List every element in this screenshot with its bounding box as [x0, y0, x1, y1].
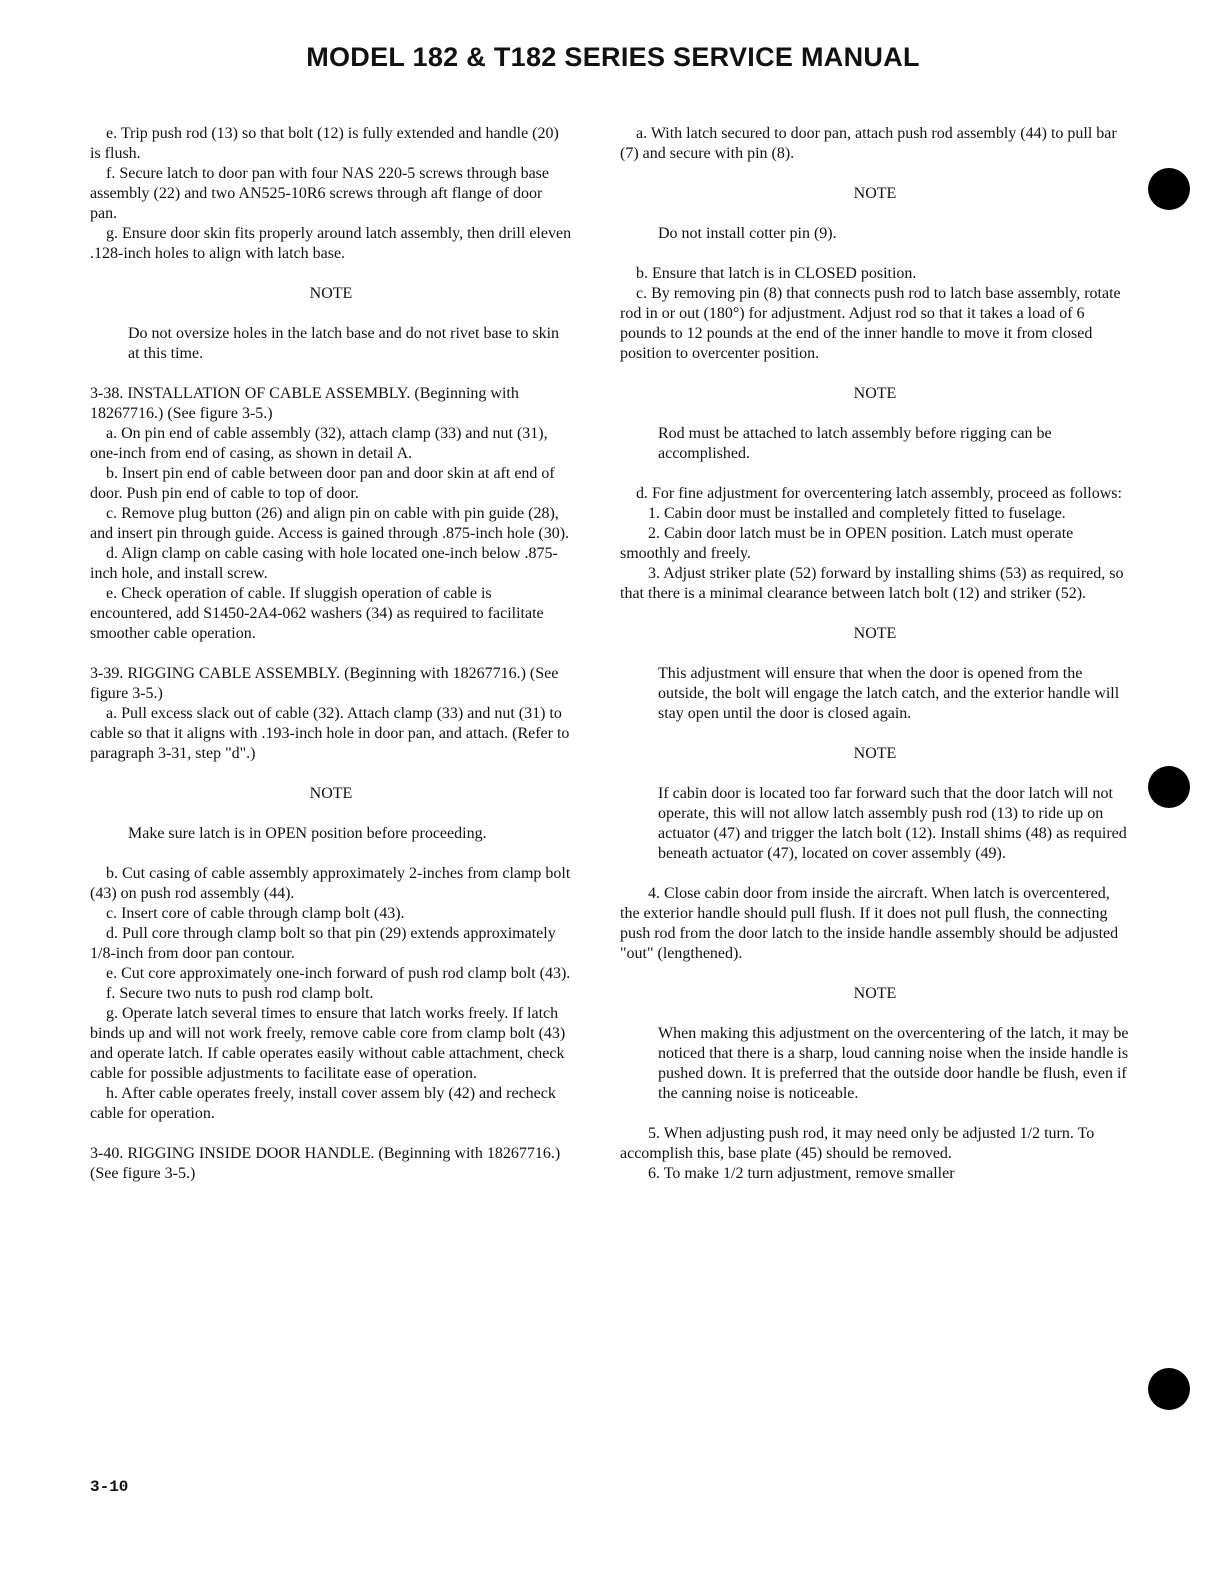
spacer	[90, 644, 572, 664]
spacer	[90, 1124, 572, 1144]
step-e: e. Trip push rod (13) so that bolt (12) is fully extended and handle (20) is flush.	[90, 125, 559, 162]
step-a: a. With latch secured to door pan, attach push rod assembly (44) to pull bar (7) and secure with pin (8).	[620, 125, 1117, 162]
step-e: e. Check operation of cable. If sluggish operation of cable is encountered, add S1450-2A4-062 washers (34) as required to facilitate smoother cable operation.	[90, 585, 544, 642]
note-body: If cabin door is located too far forward such that the door latch will not operate, this will not allow latch assembly push rod (13) to ride up on actuator (47) and trigger the latch bolt (12). Install shims (48) as required beneath actuator (47), located on cover assembly (49).	[658, 785, 1127, 862]
step-h: h. After cable operates freely, install cover assem bly (42) and recheck cable for operation.	[90, 1085, 556, 1122]
substep-5: 5. When adjusting push rod, it may need only be adjusted 1/2 turn. To accomplish this, base plate (45) should be removed.	[620, 1125, 1095, 1162]
note-body: When making this adjustment on the overcentering of the latch, it may be noticed that there is a sharp, loud canning noise when the inside handle is pushed down. It is preferred that the outside door handle be flush, even if the canning noise is noticeable.	[658, 1025, 1129, 1102]
note-title: NOTE	[853, 745, 897, 762]
note-title: NOTE	[853, 185, 897, 202]
step-f: f. Secure latch to door pan with four NAS 220-5 screws through base assembly (22) and two AN525-10R6 screws through aft flange of door pan.	[90, 165, 550, 222]
substep-4: 4. Close cabin door from inside the aircraft. When latch is overcentered, the exterior handle should pull flush. If it does not pull flush, the connecting push rod from the door latch to the inside handle assembly should be adjusted "out" (lengthened).	[620, 885, 1119, 962]
substep-2: 2. Cabin door latch must be in OPEN position. Latch must operate smoothly and freely.	[620, 525, 1074, 562]
note-body: Do not install cotter pin (9).	[658, 225, 837, 242]
step-b: b. Cut casing of cable assembly approximately 2-inches from clamp bolt (43) on push rod assembly (44).	[90, 865, 571, 902]
right-column	[620, 124, 1130, 1184]
step-c: c. By removing pin (8) that connects push rod to latch base assembly, rotate rod in or out (180°) for adjustment. Adjust rod so that it takes a load of 6 pounds to 12 pounds at the end of the inner handle to move it from closed position to overcenter position.	[620, 285, 1121, 362]
section-heading-3-39: 3-39. RIGGING CABLE ASSEMBLY. (Beginning with 18267716.) (See figure 3-5.)	[90, 665, 559, 702]
note-body: This adjustment will ensure that when the door is opened from the outside, the bolt will engage the latch catch, and the exterior handle will stay open until the door is closed again.	[658, 665, 1120, 722]
left-column	[90, 124, 572, 1184]
step-c: c. Remove plug button (26) and align pin on cable with pin guide (28), and insert pin through guide. Access is gained through .875-inch hole (30).	[90, 505, 570, 542]
step-c: c. Insert core of cable through clamp bolt (43).	[106, 905, 405, 922]
step-g: g. Operate latch several times to ensure that latch works freely. If latch binds up and will not work freely, remove cable core from clamp bolt (43) and operate latch. If cable operates easily without cable attachment, check cable for possible adjustments to facilitate ease of operation.	[90, 1005, 566, 1082]
note-title: NOTE	[309, 285, 353, 302]
step-a: a. On pin end of cable assembly (32), attach clamp (33) and nut (31), one-inch from end of casing, as shown in detail A.	[90, 425, 548, 462]
step-b: b. Ensure that latch is in CLOSED position.	[636, 265, 917, 282]
step-e: e. Cut core approximately one-inch forward of push rod clamp bolt (43).	[106, 965, 571, 982]
note-title: NOTE	[309, 785, 353, 802]
step-d: d. Pull core through clamp bolt so that pin (29) extends approximately 1/8-inch from door pan contour.	[90, 925, 556, 962]
step-b: b. Insert pin end of cable between door pan and door skin at aft end of door. Push pin end of cable to top of door.	[90, 465, 555, 502]
note-title: NOTE	[853, 385, 897, 402]
section-heading-3-40: 3-40. RIGGING INSIDE DOOR HANDLE. (Beginning with 18267716.) (See figure 3-5.)	[90, 1145, 561, 1182]
step-g: g. Ensure door skin fits properly around latch assembly, then drill eleven .128-inch holes to align with latch base.	[90, 225, 572, 262]
note-title: NOTE	[853, 625, 897, 642]
note-body: Rod must be attached to latch assembly before rigging can be accomplished.	[658, 425, 1052, 462]
page-title: MODEL 182 & T182 SERIES SERVICE MANUAL	[306, 42, 920, 72]
step-d: d. Align clamp on cable casing with hole located one-inch below .875-inch hole, and install screw.	[90, 545, 558, 582]
note-body: Make sure latch is in OPEN position before proceeding.	[128, 825, 487, 842]
note-title: NOTE	[853, 985, 897, 1002]
section-heading-3-38: 3-38. INSTALLATION OF CABLE ASSEMBLY. (Beginning with 18267716.) (See figure 3-5.)	[90, 385, 519, 422]
substep-6: 6. To make 1/2 turn adjustment, remove smaller	[648, 1165, 955, 1182]
step-d: d. For fine adjustment for overcentering latch assembly, proceed as follows:	[636, 485, 1122, 502]
substep-3: 3. Adjust striker plate (52) forward by installing shims (53) as required, so that there is a minimal clearance between latch bolt (12) and striker (52).	[620, 565, 1124, 602]
binder-hole	[1148, 766, 1190, 808]
page-number: 3-10	[90, 1478, 129, 1496]
note-body: Do not oversize holes in the latch base and do not rivet base to skin at this time.	[128, 325, 560, 362]
substep-1: 1. Cabin door must be installed and completely fitted to fuselage.	[648, 505, 1066, 522]
binder-hole	[1148, 168, 1190, 210]
step-a: a. Pull excess slack out of cable (32). Attach clamp (33) and nut (31) to cable so that it aligns with .193-inch hole in door pan, and attach. (Refer to paragraph 3-31, step "d".)	[90, 705, 570, 762]
step-f: f. Secure two nuts to push rod clamp bolt.	[106, 985, 374, 1002]
binder-hole	[1148, 1368, 1190, 1410]
